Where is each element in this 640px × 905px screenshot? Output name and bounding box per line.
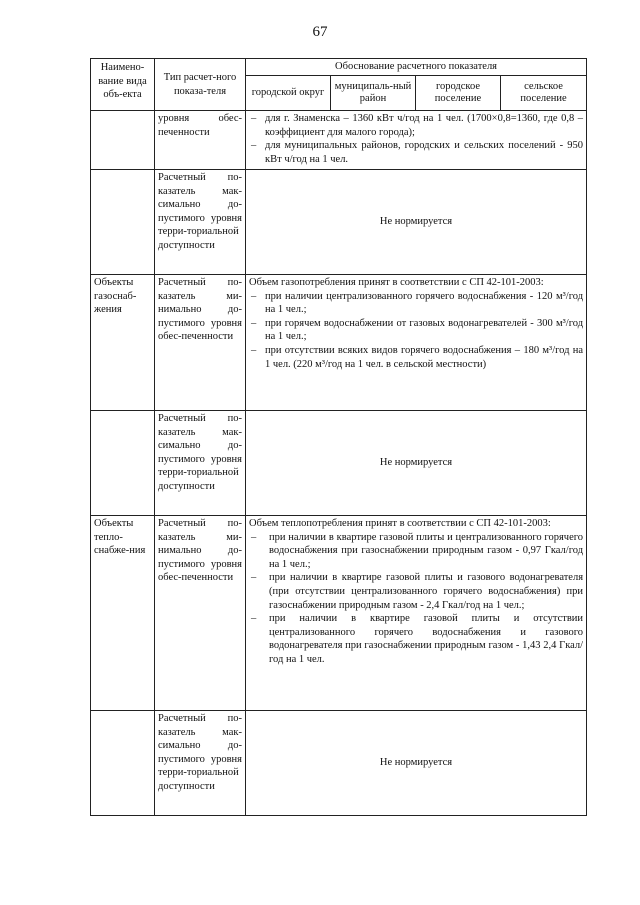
header-urban-settlement: городское поселение [416, 76, 501, 111]
header-urban-district: городской округ [246, 76, 331, 111]
list-item: – при отсутствии всяких видов горячего водоснабжения – 180 м³/год на 1 чел. (220 м³/год на 1 чел. в сельской местности) [251, 344, 584, 370]
table-row [91, 516, 587, 711]
header-indicator-type: Тип расчет-ного показа-теля [155, 59, 246, 111]
indicator-type-cell: уровня обес-печенности [155, 111, 246, 170]
header-rural-settlement: сельское поселение [501, 76, 587, 111]
header-municipal-district: муниципаль-ный район [331, 76, 416, 111]
object-name-cell [91, 411, 155, 516]
not-normalized-cell: Не нормируется [246, 411, 587, 516]
list-item: – при наличии в квартире газовой плиты и газового водонагревателя (при отсутствии централизованного горячего водоснабжения) при газоснабжении природным газом - 2,4 Гкал/год на 1 чел.; [251, 572, 584, 611]
object-name-cell: Объекты тепло-снабже-ния [91, 516, 155, 711]
object-name-cell [91, 711, 155, 816]
table-row [91, 170, 587, 275]
list-item: – для г. Знаменска – 1360 кВт ч/год на 1 чел. (1700×0,8=1360, где 0,8 – коэффициент для малого города); [251, 113, 584, 138]
indicator-type-cell: Расчетный по-казатель мак-симально до-пустимого уровня терри-ториальной доступности [155, 711, 246, 816]
header-justification: Обоснование расчетного показателя [246, 59, 587, 76]
table-row [91, 111, 587, 170]
indicator-type-cell: Расчетный по-казатель мак-симально до-пустимого уровня терри-ториальной доступности [155, 411, 246, 516]
indicator-type-cell: Расчетный по-казатель ми-нимально до-пустимого уровня обес-печенности [155, 516, 246, 711]
object-name-cell [91, 111, 155, 170]
list-item: – при наличии централизованного горячего водоснабжения - 120 м³/год на 1 чел.; [251, 290, 584, 316]
table-header-row [91, 59, 587, 76]
header-object-name: Наимено-вание вида объ-екта [91, 59, 155, 111]
justification-cell [246, 516, 587, 711]
object-name-cell [91, 170, 155, 275]
justification-cell [246, 111, 587, 170]
object-name-cell: Объекты газоснаб-жения [91, 275, 155, 411]
indicator-type-cell: Расчетный по-казатель мак-симально до-пустимого уровня терри-ториальной доступности [155, 170, 246, 275]
list-item: – при горячем водоснабжении от газовых водонагревателей - 300 м³/год на 1 чел.; [251, 317, 584, 343]
table-row [91, 711, 587, 816]
justification-cell [246, 275, 587, 411]
page-number: 67 [312, 24, 328, 40]
list-item: – при наличии в квартире газовой плиты и централизованного горячего водоснабжения при газоснабжении природным газом - 0,97 Гкал/год на 1 чел.; [251, 531, 584, 570]
not-normalized-cell: Не нормируется [246, 170, 587, 275]
table-row [91, 275, 587, 411]
indicator-type-cell: Расчетный по-казатель ми-нимально до-пустимого уровня обес-печенности [155, 275, 246, 411]
justification-intro: Объем газопотребления принят в соответствии с СП 42-101-2003: [249, 277, 544, 288]
list-item: – для муниципальных районов, городских и сельских поселений - 950 кВт ч/год на 1 чел. [251, 140, 584, 165]
justification-intro: Объем теплопотребления принят в соответствии с СП 42-101-2003: [249, 518, 551, 529]
not-normalized-cell: Не нормируется [246, 711, 587, 816]
indicator-table [90, 58, 587, 816]
list-item: – при наличии в квартире газовой плиты и отсутствии централизованного горячего водоснабжения и газового водонагревателя при газоснабжении природным газом - 1,43 2,4 Гкал/год на 1 чел. [251, 613, 584, 665]
table-row [91, 411, 587, 516]
